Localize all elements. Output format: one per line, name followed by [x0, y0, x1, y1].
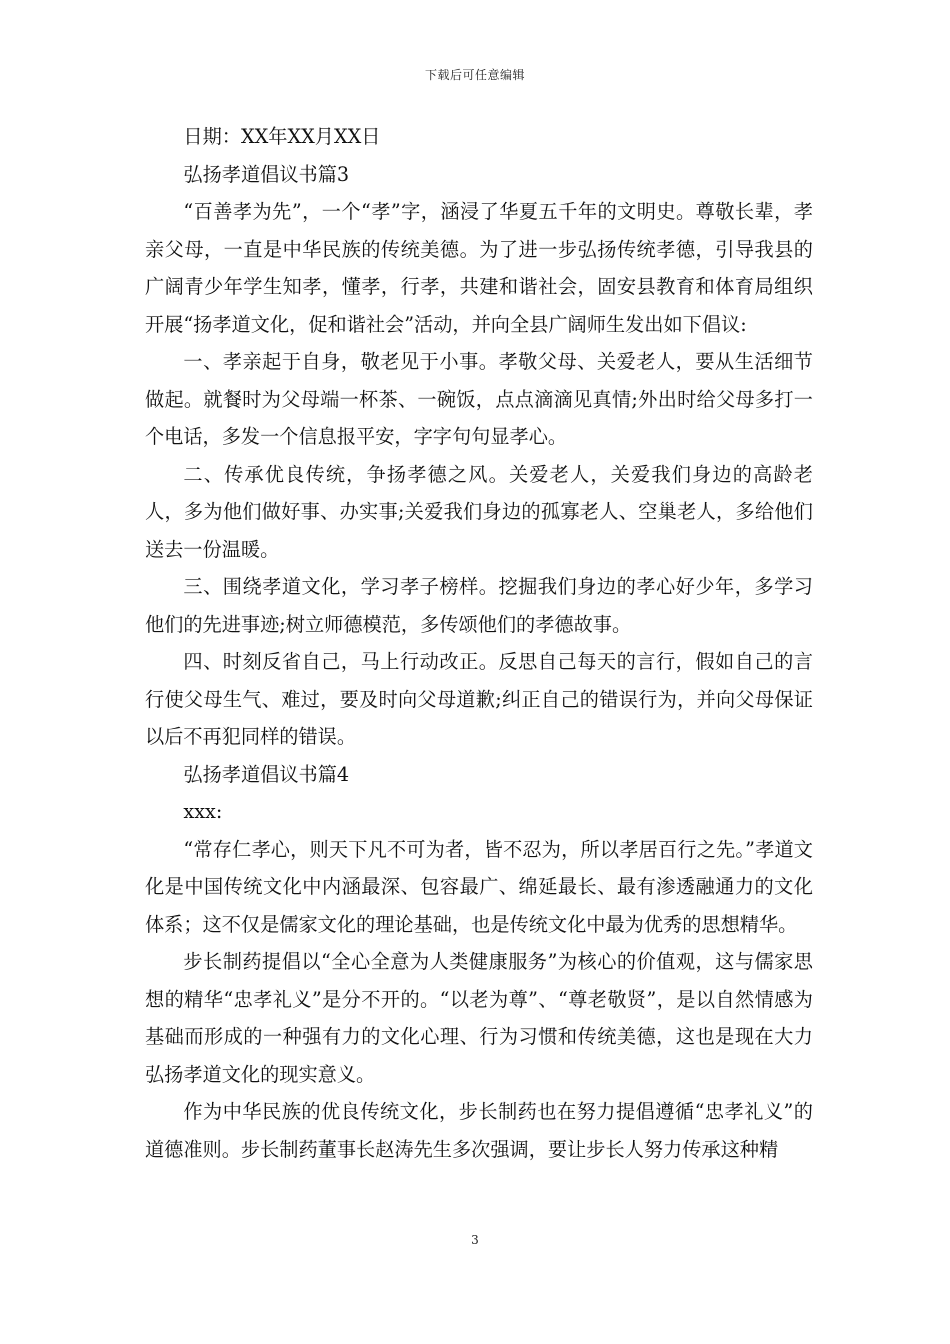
page-header-note: 下载后可任意编辑: [424, 68, 525, 82]
page-number: 3: [471, 1233, 479, 1247]
section-4-paragraph-1: “常存仁孝心，则天下凡不可为者，皆不忍为，所以孝居百行之先。”孝道文化是中国传统文化中内涵最深、包容最广、绵延最长、最有渗透融通力的文化体系；这不仅是儒家文化的理论基础，也是传统文化中最为优秀的思想精华。: [145, 837, 813, 936]
date-line: 日期：XX年XX月XX日: [183, 125, 381, 148]
section-4-salutation: xxx:: [183, 800, 223, 823]
section-3-paragraph-3: 二、传承优良传统，争扬孝德之风。关爱老人，关爱我们身边的高龄老人，多为他们做好事、办实事;关爱我们身边的孤寡老人、空巢老人，多给他们送去一份温暖。: [145, 462, 813, 561]
section-4-paragraph-2: 步长制药提倡以“全心全意为人类健康服务”为核心的价值观，这与儒家思想的精华“忠孝礼义”是分不开的。“以老为尊”、“尊老敬贤”，是以自然情感为基础而形成的一种强有力的文化心理、行为习惯和传统美德，这也是现在大力弘扬孝道文化的现实意义。: [145, 950, 813, 1086]
section-3-paragraph-5: 四、时刻反省自己，马上行动改正。反思自己每天的言行，假如自己的言行使父母生气、难过，要及时向父母道歉;纠正自己的错误行为，并向父母保证以后不再犯同样的错误。: [145, 650, 813, 748]
section-4-title: 弘扬孝道倡议书篇4: [183, 762, 350, 786]
section-3-paragraph-2: 一、孝亲起于自身，敬老见于小事。孝敬父母、关爱老人，要从生活细节做起。就餐时为父母端一杯茶、一碗饭，点点滴滴见真情;外出时给父母多打一个电话，多发一个信息报平安，字字句句显孝心。: [145, 350, 813, 448]
section-4-paragraph-3: 作为中华民族的优良传统文化，步长制药也在努力提倡遵循“忠孝礼义”的道德准则。步长制药董事长赵涛先生多次强调，要让步长人努力传承这种精: [145, 1100, 813, 1161]
section-3-paragraph-4: 三、围绕孝道文化，学习孝子榜样。挖掘我们身边的孝心好少年，多学习他们的先进事迹;树立师德模范，多传颂他们的孝德故事。: [145, 575, 813, 636]
document-body: [145, 118, 813, 1168]
section-3-paragraph-1: “百善孝为先”，一个“孝”字，涵浸了华夏五千年的文明史。尊敬长辈，孝亲父母，一直是中华民族的传统美德。为了进一步弘扬传统孝德，引导我县的广阔青少年学生知孝，懂孝，行孝，共建和谐社会，固安县教育和体育局组织开展“扬孝道文化，促和谐社会”活动，并向全县广阔师生发出如下倡议:: [145, 200, 813, 336]
section-3-title: 弘扬孝道倡议书篇3: [183, 162, 350, 186]
